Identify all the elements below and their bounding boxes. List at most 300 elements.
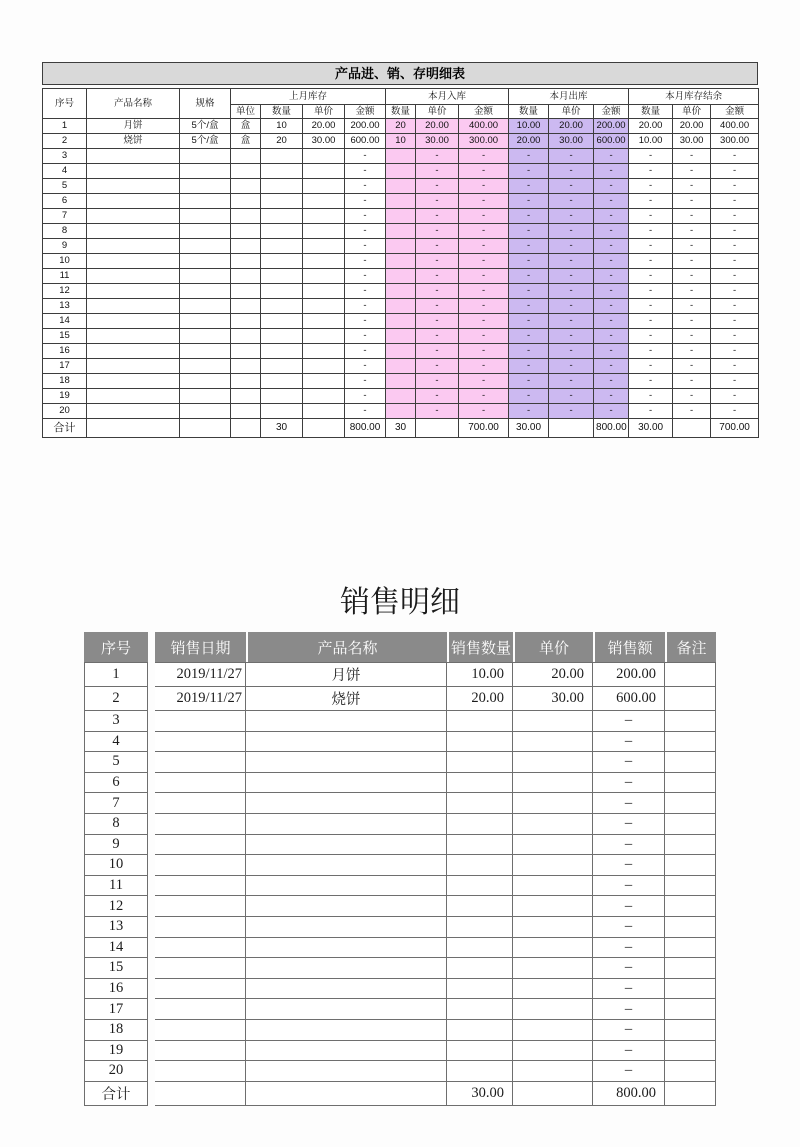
inventory-cell[interactable]: - <box>509 404 549 419</box>
inventory-cell[interactable] <box>303 224 345 239</box>
inventory-cell[interactable]: 200.00 <box>345 119 386 134</box>
inventory-cell[interactable] <box>386 164 416 179</box>
sales-cell[interactable] <box>665 752 716 773</box>
inventory-cell[interactable]: - <box>594 284 629 299</box>
inventory-row-number[interactable]: 4 <box>43 164 87 179</box>
sales-cell[interactable] <box>155 711 246 732</box>
inventory-cell[interactable] <box>386 149 416 164</box>
inventory-cell[interactable]: - <box>549 209 594 224</box>
sales-row-number[interactable]: 18 <box>84 1020 148 1041</box>
inventory-cell[interactable]: - <box>416 209 459 224</box>
inventory-row-number[interactable]: 6 <box>43 194 87 209</box>
inventory-cell[interactable] <box>180 329 231 344</box>
sales-cell[interactable]: 20.00 <box>513 662 593 687</box>
inventory-cell[interactable] <box>180 209 231 224</box>
inventory-cell[interactable]: - <box>345 314 386 329</box>
inventory-cell[interactable]: - <box>459 164 509 179</box>
inventory-cell[interactable] <box>303 284 345 299</box>
inventory-total-cell[interactable]: 30.00 <box>629 419 673 438</box>
inventory-cell[interactable] <box>87 389 180 404</box>
inventory-cell[interactable]: - <box>459 314 509 329</box>
inventory-cell[interactable] <box>180 344 231 359</box>
inventory-cell[interactable]: - <box>629 374 673 389</box>
inventory-cell[interactable] <box>303 344 345 359</box>
inventory-cell[interactable]: - <box>345 374 386 389</box>
sales-cell[interactable] <box>447 711 513 732</box>
inventory-cell[interactable]: - <box>459 404 509 419</box>
sales-total-cell[interactable] <box>665 1082 716 1106</box>
inventory-cell[interactable] <box>231 269 261 284</box>
sales-row-number[interactable]: 7 <box>84 793 148 814</box>
sales-cell[interactable] <box>246 876 447 897</box>
sales-row-number[interactable]: 15 <box>84 958 148 979</box>
inventory-cell[interactable]: - <box>345 269 386 284</box>
inventory-cell[interactable]: - <box>673 179 711 194</box>
inventory-cell[interactable] <box>87 269 180 284</box>
inventory-cell[interactable]: - <box>549 194 594 209</box>
sales-row-number[interactable]: 13 <box>84 917 148 938</box>
inventory-cell[interactable]: - <box>345 329 386 344</box>
sales-cell[interactable] <box>447 773 513 794</box>
sales-cell[interactable] <box>246 773 447 794</box>
inventory-total-cell[interactable] <box>231 419 261 438</box>
inventory-cell[interactable]: - <box>509 389 549 404</box>
inventory-cell[interactable] <box>386 389 416 404</box>
sales-cell[interactable] <box>665 896 716 917</box>
sales-cell[interactable] <box>447 896 513 917</box>
inventory-cell[interactable]: - <box>549 359 594 374</box>
inventory-cell[interactable]: - <box>711 164 759 179</box>
sales-cell[interactable]: 2019/11/27 <box>155 687 246 711</box>
sales-cell[interactable] <box>246 1020 447 1041</box>
inventory-cell[interactable]: - <box>673 284 711 299</box>
inventory-cell[interactable]: - <box>509 209 549 224</box>
sales-cell[interactable] <box>155 979 246 1000</box>
inventory-cell[interactable]: - <box>416 284 459 299</box>
inventory-row-number[interactable]: 2 <box>43 134 87 149</box>
inventory-cell[interactable]: - <box>509 224 549 239</box>
sales-cell[interactable] <box>665 732 716 753</box>
sales-cell[interactable] <box>447 793 513 814</box>
inventory-cell[interactable]: - <box>459 269 509 284</box>
sales-row-number[interactable]: 16 <box>84 979 148 1000</box>
sales-cell[interactable]: – <box>593 773 665 794</box>
sales-cell[interactable] <box>665 687 716 711</box>
inventory-cell[interactable] <box>386 194 416 209</box>
sales-row-number[interactable]: 20 <box>84 1061 148 1082</box>
inventory-cell[interactable]: - <box>629 329 673 344</box>
inventory-cell[interactable] <box>303 164 345 179</box>
inventory-cell[interactable]: - <box>345 389 386 404</box>
inventory-cell[interactable]: - <box>673 329 711 344</box>
inventory-cell[interactable] <box>180 359 231 374</box>
sales-row-number[interactable]: 19 <box>84 1041 148 1062</box>
sales-cell[interactable] <box>513 917 593 938</box>
inventory-row-number[interactable]: 12 <box>43 284 87 299</box>
sales-cell[interactable]: – <box>593 999 665 1020</box>
inventory-cell[interactable]: - <box>711 239 759 254</box>
inventory-cell[interactable] <box>87 284 180 299</box>
inventory-row-number[interactable]: 19 <box>43 389 87 404</box>
inventory-cell[interactable]: - <box>549 404 594 419</box>
sales-cell[interactable] <box>513 732 593 753</box>
inventory-cell[interactable] <box>231 359 261 374</box>
inventory-cell[interactable]: - <box>459 299 509 314</box>
inventory-cell[interactable]: - <box>594 389 629 404</box>
sales-row-number[interactable]: 4 <box>84 732 148 753</box>
sales-cell[interactable] <box>513 1061 593 1082</box>
inventory-cell[interactable]: - <box>711 179 759 194</box>
inventory-cell[interactable] <box>180 284 231 299</box>
inventory-cell[interactable]: - <box>459 209 509 224</box>
inventory-cell[interactable]: - <box>594 194 629 209</box>
inventory-cell[interactable]: - <box>345 359 386 374</box>
inventory-cell[interactable] <box>180 224 231 239</box>
sales-cell[interactable]: – <box>593 732 665 753</box>
sales-cell[interactable] <box>665 855 716 876</box>
inventory-cell[interactable]: - <box>549 179 594 194</box>
sales-total-label[interactable]: 合计 <box>84 1082 148 1106</box>
inventory-cell[interactable]: - <box>345 299 386 314</box>
inventory-cell[interactable] <box>180 149 231 164</box>
sales-cell[interactable] <box>665 999 716 1020</box>
inventory-cell[interactable]: - <box>549 149 594 164</box>
inventory-row-number[interactable]: 8 <box>43 224 87 239</box>
inventory-cell[interactable] <box>87 359 180 374</box>
inventory-cell[interactable] <box>87 164 180 179</box>
inventory-cell[interactable]: - <box>629 359 673 374</box>
inventory-cell[interactable]: 600.00 <box>345 134 386 149</box>
sales-total-cell[interactable]: 800.00 <box>593 1082 665 1106</box>
sales-cell[interactable] <box>447 835 513 856</box>
inventory-cell[interactable] <box>180 254 231 269</box>
inventory-cell[interactable]: - <box>459 284 509 299</box>
inventory-cell[interactable]: - <box>629 149 673 164</box>
sales-cell[interactable] <box>246 999 447 1020</box>
inventory-cell[interactable] <box>303 389 345 404</box>
sales-cell[interactable] <box>155 835 246 856</box>
inventory-cell[interactable] <box>87 314 180 329</box>
sales-row-number[interactable]: 11 <box>84 876 148 897</box>
inventory-cell[interactable] <box>261 314 303 329</box>
inventory-cell[interactable]: - <box>549 164 594 179</box>
inventory-total-cell[interactable] <box>673 419 711 438</box>
inventory-cell[interactable]: - <box>711 374 759 389</box>
sales-cell[interactable] <box>513 958 593 979</box>
sales-cell[interactable] <box>246 793 447 814</box>
inventory-cell[interactable]: - <box>673 299 711 314</box>
sales-cell[interactable] <box>155 752 246 773</box>
inventory-cell[interactable]: - <box>416 344 459 359</box>
inventory-cell[interactable]: 10 <box>386 134 416 149</box>
sales-cell[interactable] <box>447 752 513 773</box>
inventory-cell[interactable] <box>231 284 261 299</box>
inventory-cell[interactable]: - <box>711 359 759 374</box>
inventory-cell[interactable] <box>386 224 416 239</box>
sales-cell[interactable] <box>665 1061 716 1082</box>
inventory-cell[interactable]: - <box>673 359 711 374</box>
sales-cell[interactable] <box>447 999 513 1020</box>
inventory-cell[interactable]: - <box>594 404 629 419</box>
sales-cell[interactable] <box>155 1061 246 1082</box>
inventory-cell[interactable] <box>231 224 261 239</box>
sales-cell[interactable] <box>513 1041 593 1062</box>
inventory-cell[interactable] <box>231 299 261 314</box>
sales-cell[interactable] <box>447 938 513 959</box>
inventory-cell[interactable]: - <box>416 194 459 209</box>
inventory-cell[interactable] <box>386 254 416 269</box>
inventory-cell[interactable] <box>231 194 261 209</box>
sales-cell[interactable]: – <box>593 958 665 979</box>
inventory-total-label[interactable]: 合计 <box>43 419 87 438</box>
inventory-cell[interactable] <box>87 239 180 254</box>
inventory-cell[interactable]: - <box>711 194 759 209</box>
sales-row-number[interactable]: 1 <box>84 662 148 687</box>
inventory-cell[interactable]: - <box>629 284 673 299</box>
inventory-cell[interactable]: - <box>673 389 711 404</box>
inventory-cell[interactable]: - <box>711 314 759 329</box>
inventory-cell[interactable] <box>231 314 261 329</box>
inventory-cell[interactable] <box>87 329 180 344</box>
inventory-row-number[interactable]: 9 <box>43 239 87 254</box>
inventory-cell[interactable]: 10 <box>261 119 303 134</box>
inventory-cell[interactable]: 烧饼 <box>87 134 180 149</box>
inventory-cell[interactable]: - <box>459 194 509 209</box>
inventory-cell[interactable]: 30.00 <box>416 134 459 149</box>
inventory-cell[interactable]: 400.00 <box>711 119 759 134</box>
inventory-cell[interactable]: - <box>629 404 673 419</box>
inventory-cell[interactable]: - <box>509 359 549 374</box>
inventory-cell[interactable]: - <box>416 404 459 419</box>
sales-cell[interactable] <box>447 814 513 835</box>
inventory-cell[interactable] <box>261 149 303 164</box>
inventory-total-cell[interactable]: 800.00 <box>345 419 386 438</box>
inventory-cell[interactable]: - <box>416 179 459 194</box>
sales-cell[interactable] <box>665 938 716 959</box>
sales-cell[interactable] <box>155 999 246 1020</box>
inventory-cell[interactable] <box>231 389 261 404</box>
sales-cell[interactable] <box>155 896 246 917</box>
inventory-total-cell[interactable]: 800.00 <box>594 419 629 438</box>
inventory-cell[interactable]: - <box>416 299 459 314</box>
inventory-cell[interactable]: - <box>549 374 594 389</box>
inventory-cell[interactable]: - <box>549 389 594 404</box>
sales-cell[interactable] <box>665 979 716 1000</box>
inventory-cell[interactable]: - <box>416 374 459 389</box>
sales-row-number[interactable]: 6 <box>84 773 148 794</box>
sales-cell[interactable] <box>246 814 447 835</box>
inventory-cell[interactable] <box>261 224 303 239</box>
sales-cell[interactable]: – <box>593 979 665 1000</box>
sales-cell[interactable] <box>513 711 593 732</box>
inventory-cell[interactable] <box>261 194 303 209</box>
inventory-cell[interactable]: - <box>629 194 673 209</box>
inventory-cell[interactable]: - <box>673 194 711 209</box>
inventory-row-number[interactable]: 20 <box>43 404 87 419</box>
inventory-cell[interactable]: - <box>629 239 673 254</box>
inventory-cell[interactable]: - <box>416 329 459 344</box>
inventory-row-number[interactable]: 14 <box>43 314 87 329</box>
inventory-cell[interactable]: - <box>711 224 759 239</box>
inventory-cell[interactable] <box>231 209 261 224</box>
inventory-cell[interactable] <box>231 179 261 194</box>
inventory-cell[interactable]: - <box>594 344 629 359</box>
inventory-cell[interactable]: - <box>673 374 711 389</box>
sales-cell[interactable] <box>155 1020 246 1041</box>
inventory-row-number[interactable]: 18 <box>43 374 87 389</box>
inventory-total-cell[interactable]: 30 <box>261 419 303 438</box>
inventory-cell[interactable] <box>87 254 180 269</box>
inventory-cell[interactable]: 20.00 <box>673 119 711 134</box>
inventory-row-number[interactable]: 3 <box>43 149 87 164</box>
inventory-cell[interactable] <box>231 374 261 389</box>
sales-cell[interactable] <box>513 855 593 876</box>
inventory-cell[interactable] <box>261 389 303 404</box>
inventory-cell[interactable]: - <box>459 239 509 254</box>
inventory-cell[interactable] <box>180 374 231 389</box>
sales-cell[interactable] <box>665 917 716 938</box>
inventory-cell[interactable]: - <box>416 359 459 374</box>
sales-cell[interactable] <box>665 1041 716 1062</box>
inventory-cell[interactable] <box>231 149 261 164</box>
inventory-cell[interactable]: - <box>416 389 459 404</box>
inventory-cell[interactable] <box>386 404 416 419</box>
sales-row-number[interactable]: 5 <box>84 752 148 773</box>
sales-cell[interactable] <box>246 711 447 732</box>
inventory-cell[interactable]: - <box>594 179 629 194</box>
inventory-cell[interactable]: - <box>345 239 386 254</box>
inventory-cell[interactable]: 400.00 <box>459 119 509 134</box>
inventory-cell[interactable] <box>303 149 345 164</box>
sales-cell[interactable] <box>447 979 513 1000</box>
sales-cell[interactable]: – <box>593 835 665 856</box>
inventory-cell[interactable] <box>303 299 345 314</box>
inventory-cell[interactable]: 300.00 <box>711 134 759 149</box>
sales-cell[interactable] <box>513 896 593 917</box>
inventory-cell[interactable]: - <box>594 209 629 224</box>
sales-cell[interactable] <box>513 752 593 773</box>
sales-cell[interactable] <box>447 1061 513 1082</box>
inventory-cell[interactable]: - <box>509 269 549 284</box>
inventory-cell[interactable]: - <box>509 149 549 164</box>
inventory-total-cell[interactable]: 700.00 <box>711 419 759 438</box>
inventory-cell[interactable]: - <box>509 164 549 179</box>
sales-cell[interactable] <box>513 1020 593 1041</box>
inventory-cell[interactable]: - <box>594 359 629 374</box>
sales-cell[interactable] <box>513 876 593 897</box>
inventory-cell[interactable]: - <box>594 329 629 344</box>
sales-cell[interactable] <box>665 835 716 856</box>
inventory-cell[interactable] <box>386 329 416 344</box>
inventory-cell[interactable]: - <box>594 224 629 239</box>
sales-cell[interactable]: 2019/11/27 <box>155 662 246 687</box>
inventory-cell[interactable]: - <box>594 254 629 269</box>
inventory-cell[interactable]: - <box>711 209 759 224</box>
inventory-cell[interactable] <box>261 209 303 224</box>
inventory-cell[interactable] <box>303 239 345 254</box>
inventory-cell[interactable]: - <box>673 314 711 329</box>
inventory-cell[interactable]: - <box>549 314 594 329</box>
inventory-cell[interactable]: - <box>629 389 673 404</box>
inventory-cell[interactable]: 30.00 <box>549 134 594 149</box>
inventory-total-cell[interactable]: 30 <box>386 419 416 438</box>
inventory-cell[interactable] <box>386 269 416 284</box>
sales-cell[interactable] <box>447 917 513 938</box>
sales-total-cell[interactable] <box>246 1082 447 1106</box>
sales-cell[interactable] <box>513 979 593 1000</box>
inventory-cell[interactable]: - <box>509 284 549 299</box>
inventory-cell[interactable]: - <box>459 359 509 374</box>
sales-row-number[interactable]: 3 <box>84 711 148 732</box>
inventory-cell[interactable]: - <box>509 329 549 344</box>
sales-cell[interactable]: – <box>593 855 665 876</box>
inventory-cell[interactable] <box>261 299 303 314</box>
inventory-cell[interactable]: - <box>711 329 759 344</box>
sales-row-number[interactable]: 14 <box>84 938 148 959</box>
inventory-cell[interactable]: - <box>509 254 549 269</box>
inventory-cell[interactable]: - <box>345 194 386 209</box>
inventory-cell[interactable] <box>87 299 180 314</box>
inventory-cell[interactable]: - <box>345 149 386 164</box>
inventory-cell[interactable]: - <box>459 389 509 404</box>
inventory-cell[interactable]: - <box>594 164 629 179</box>
inventory-cell[interactable]: - <box>594 314 629 329</box>
inventory-cell[interactable] <box>87 149 180 164</box>
inventory-cell[interactable]: - <box>711 284 759 299</box>
sales-cell[interactable]: 烧饼 <box>246 687 447 711</box>
sales-cell[interactable] <box>155 855 246 876</box>
inventory-cell[interactable]: - <box>345 254 386 269</box>
inventory-cell[interactable]: 20 <box>261 134 303 149</box>
inventory-cell[interactable]: 盒 <box>231 119 261 134</box>
sales-row-number[interactable]: 2 <box>84 687 148 711</box>
sales-cell[interactable] <box>447 732 513 753</box>
sales-cell[interactable] <box>155 1041 246 1062</box>
inventory-cell[interactable]: - <box>629 344 673 359</box>
inventory-cell[interactable] <box>231 404 261 419</box>
inventory-cell[interactable] <box>261 239 303 254</box>
inventory-cell[interactable]: 10.00 <box>629 134 673 149</box>
sales-cell[interactable] <box>513 938 593 959</box>
inventory-cell[interactable] <box>87 374 180 389</box>
inventory-cell[interactable] <box>231 329 261 344</box>
inventory-total-cell[interactable] <box>549 419 594 438</box>
inventory-cell[interactable]: - <box>711 344 759 359</box>
inventory-cell[interactable] <box>303 359 345 374</box>
sales-cell[interactable] <box>246 855 447 876</box>
inventory-cell[interactable]: - <box>549 269 594 284</box>
inventory-cell[interactable]: 盒 <box>231 134 261 149</box>
sales-cell[interactable] <box>447 876 513 897</box>
inventory-cell[interactable]: - <box>673 269 711 284</box>
inventory-cell[interactable]: - <box>509 239 549 254</box>
inventory-cell[interactable]: - <box>459 149 509 164</box>
inventory-row-number[interactable]: 7 <box>43 209 87 224</box>
inventory-cell[interactable] <box>386 359 416 374</box>
inventory-cell[interactable] <box>386 299 416 314</box>
sales-cell[interactable]: – <box>593 711 665 732</box>
inventory-cell[interactable] <box>261 359 303 374</box>
inventory-cell[interactable] <box>386 239 416 254</box>
inventory-cell[interactable]: - <box>673 344 711 359</box>
inventory-cell[interactable]: - <box>345 179 386 194</box>
inventory-total-cell[interactable]: 700.00 <box>459 419 509 438</box>
sales-row-number[interactable]: 10 <box>84 855 148 876</box>
inventory-cell[interactable] <box>303 269 345 284</box>
inventory-cell[interactable]: - <box>416 164 459 179</box>
sales-cell[interactable] <box>513 814 593 835</box>
sales-cell[interactable] <box>665 958 716 979</box>
